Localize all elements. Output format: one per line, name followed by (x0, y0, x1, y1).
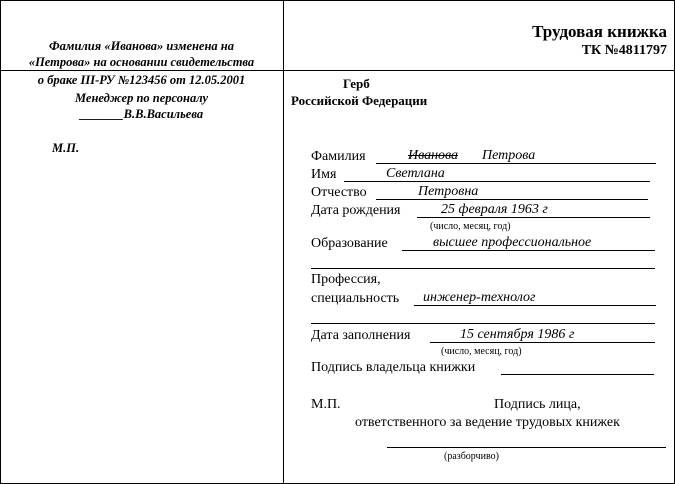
profession-value: инженер-технолог (423, 290, 536, 305)
surname-new: Петрова (482, 148, 536, 163)
header-divider (0, 70, 675, 71)
education-underline-2 (311, 268, 655, 269)
education-label: Образование (311, 236, 388, 251)
patronymic-underline (376, 199, 648, 200)
patronymic-label: Отчество (311, 185, 367, 200)
left-signature: _______В.В.Васильева (79, 107, 204, 121)
filled-hint: (число, месяц, год) (441, 346, 522, 357)
birth-row (311, 202, 401, 220)
birth-label: Дата рождения (311, 203, 401, 218)
left-stamp: М.П. (52, 141, 80, 155)
emblem-line2: Российской Федерации (291, 93, 428, 108)
book-number: ТК №4811797 (581, 43, 667, 58)
left-note-line2: «Петрова» на основании свидетельства (28, 55, 255, 69)
left-note-line3: о браке III-РУ №123456 от 12.05.2001 (37, 73, 246, 87)
name-row (311, 166, 336, 184)
owner-sign-row (311, 359, 475, 377)
profession-row-2 (311, 290, 399, 308)
legible-hint: (разборчиво) (444, 451, 499, 462)
emblem-line1: Герб (343, 76, 370, 91)
top-border (0, 0, 675, 1)
left-note-line4: Менеджер по персоналу (74, 91, 209, 105)
patronymic-row (311, 184, 367, 202)
owner-sign-underline (501, 374, 654, 375)
patronymic-value: Петровна (418, 184, 479, 199)
filled-label: Дата заполнения (311, 328, 411, 343)
center-divider (283, 0, 284, 484)
profession-row-1 (311, 271, 381, 289)
filled-row (311, 327, 410, 345)
surname-label: Фамилия (311, 149, 366, 164)
left-note-line1: Фамилия «Иванова» изменена на (49, 39, 234, 53)
stamp-right: М.П. (311, 397, 341, 412)
resp-sign-underline (387, 447, 666, 448)
resp-line1: Подпись лица, (494, 397, 581, 412)
education-row (311, 235, 388, 253)
profession-label-1: Профессия, (311, 272, 381, 287)
filled-value: 15 сентября 1986 г (460, 327, 575, 342)
profession-label-2: специальность (311, 291, 400, 306)
education-value: высшее профессиональное (433, 235, 592, 250)
surname-old: Иванова (408, 148, 459, 163)
resp-line2: ответственного за ведение трудовых книжек (355, 415, 620, 430)
name-value: Светлана (386, 166, 445, 181)
birth-hint: (число, месяц, год) (430, 221, 511, 232)
book-title: Трудовая книжка (532, 22, 667, 41)
name-label: Имя (311, 167, 337, 182)
birth-value: 25 февраля 1963 г (441, 202, 548, 217)
owner-sign-label: Подпись владельца книжки (311, 360, 476, 375)
profession-underline-2 (311, 323, 655, 324)
surname-row (311, 148, 366, 166)
